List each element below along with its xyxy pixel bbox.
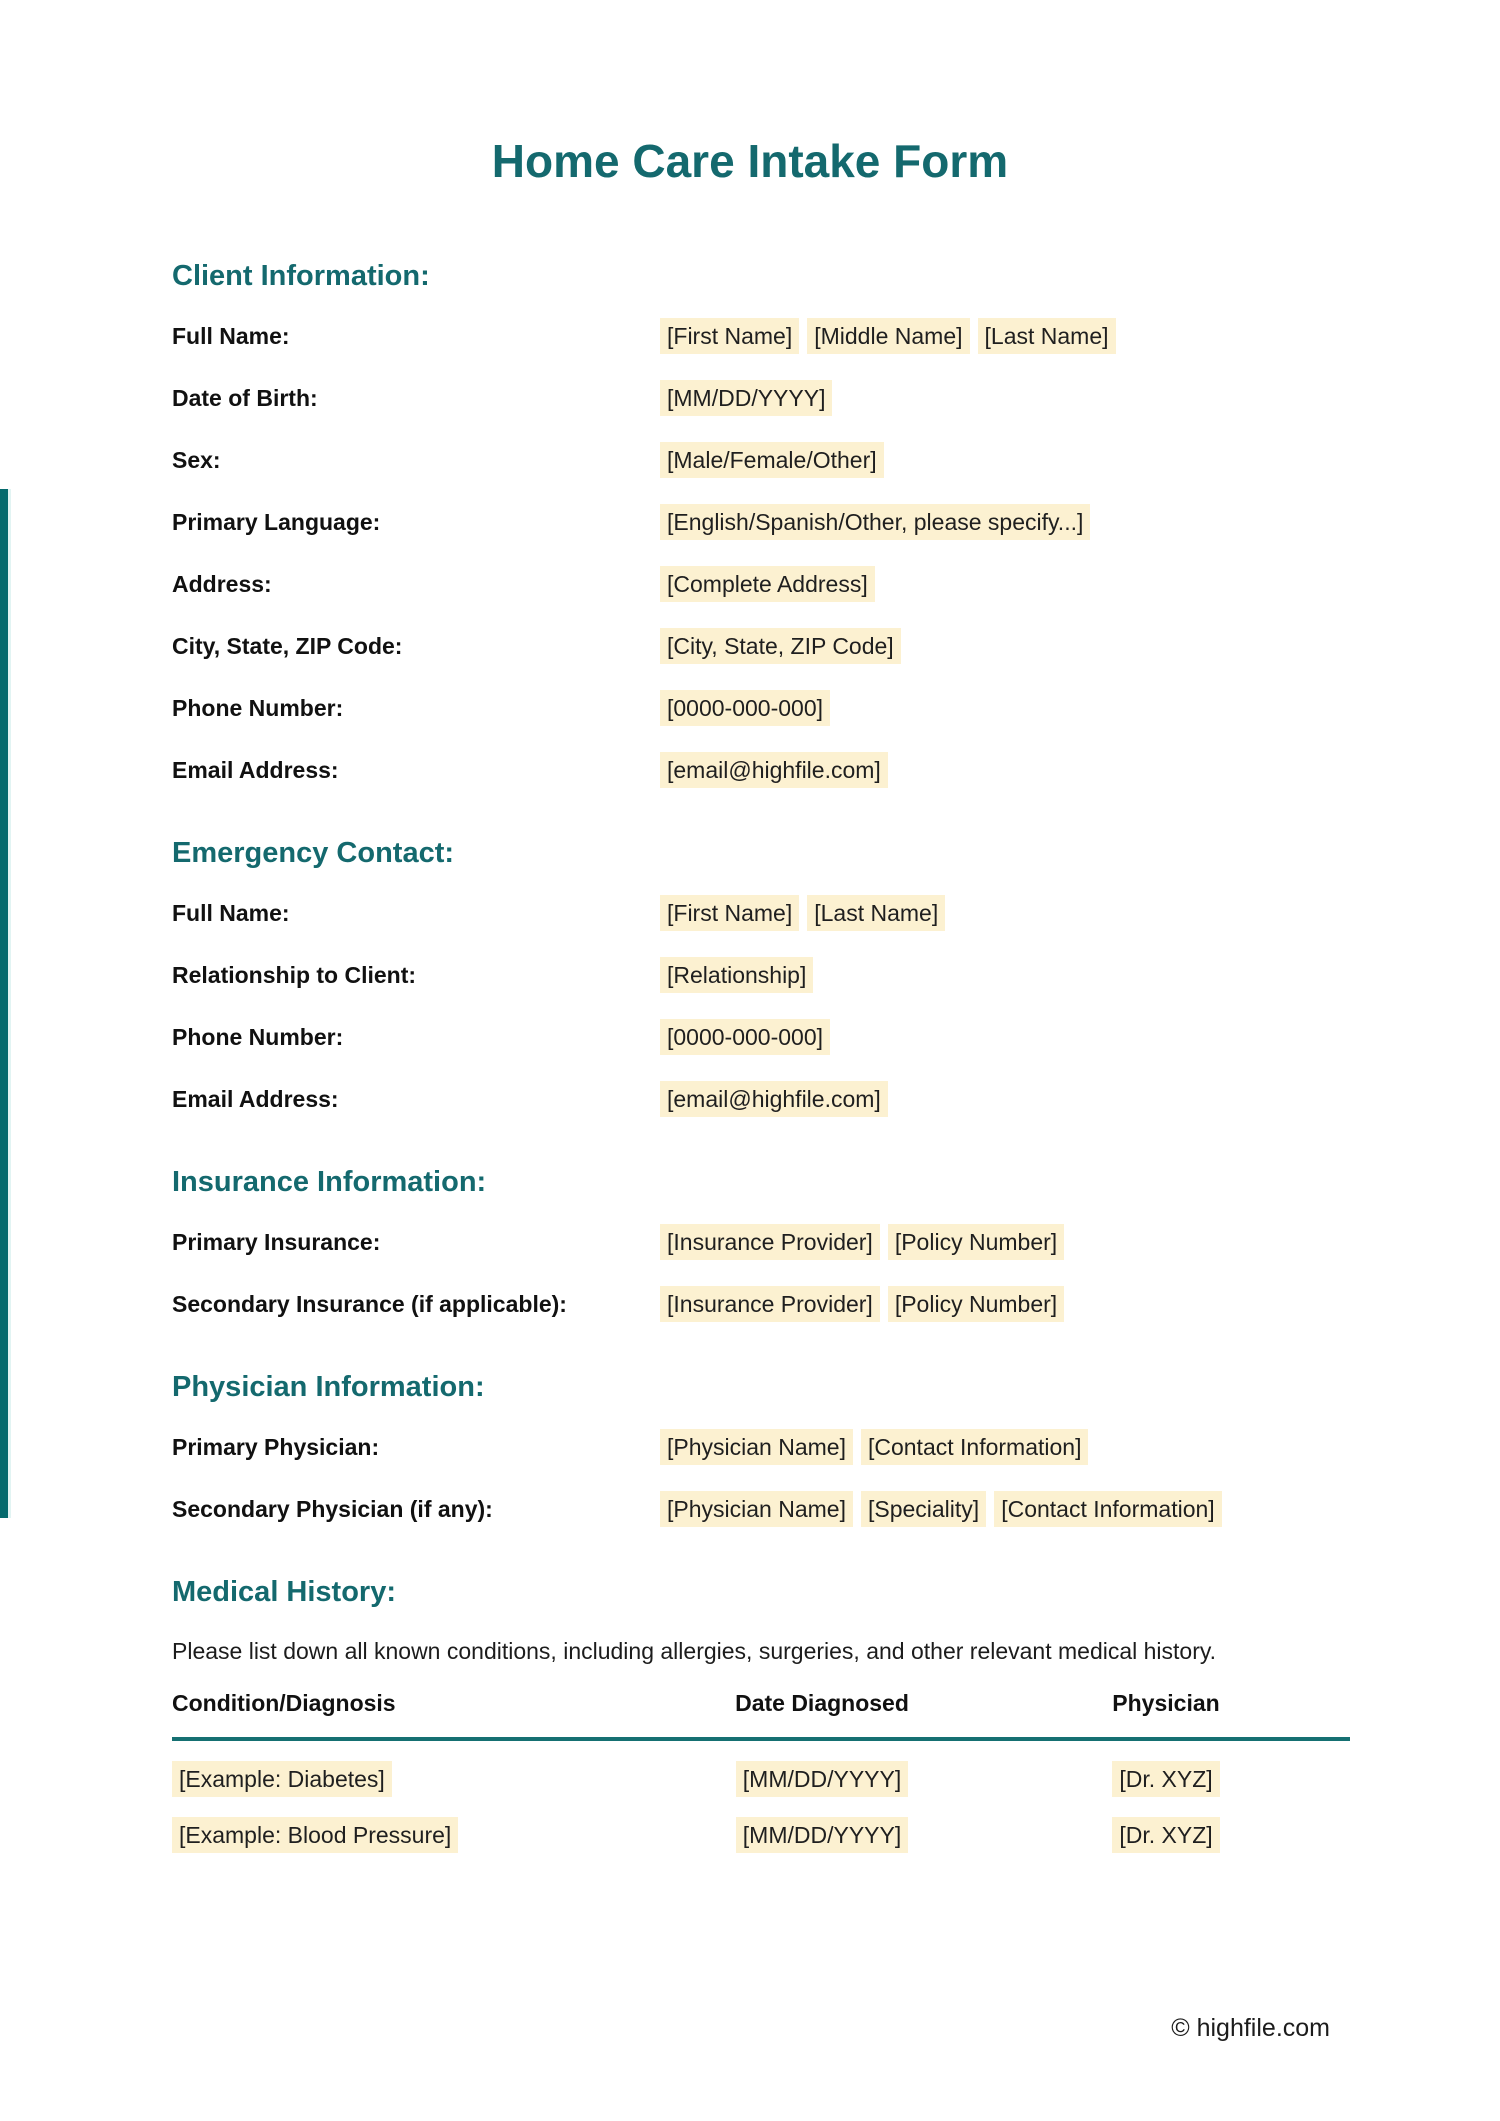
medical-history-table <box>172 1690 1350 1853</box>
field-value-placeholder[interactable]: [0000-000-000] <box>660 1019 830 1055</box>
section-heading-client-information: Client Information: <box>172 260 430 292</box>
field-row-date-of-birth <box>172 367 1350 429</box>
field-row-relationship-to-client <box>172 944 1350 1006</box>
field-values <box>660 318 1116 354</box>
field-values <box>660 566 875 602</box>
field-label: Address: <box>172 570 272 597</box>
field-values <box>660 628 901 664</box>
footer-copyright: © highfile.com <box>1171 2014 1330 2042</box>
field-label: Primary Insurance: <box>172 1228 381 1255</box>
field-value-placeholder[interactable]: [Complete Address] <box>660 566 875 602</box>
table-row <box>172 1739 1350 1797</box>
table-cell-placeholder[interactable]: [Example: Diabetes] <box>172 1761 392 1797</box>
field-values <box>660 1429 1088 1465</box>
field-values <box>660 895 945 931</box>
page-title: Home Care Intake Form <box>491 135 1009 187</box>
field-label: Phone Number: <box>172 694 344 721</box>
field-value-placeholder[interactable]: [First Name] <box>660 318 799 354</box>
field-label: Full Name: <box>172 322 290 349</box>
field-row-phone-number <box>172 677 1350 739</box>
table-cell <box>172 1797 662 1853</box>
field-row-primary-insurance <box>172 1211 1350 1273</box>
table-cell-placeholder[interactable]: [MM/DD/YYYY] <box>736 1817 908 1853</box>
field-value-placeholder[interactable]: [MM/DD/YYYY] <box>660 380 832 416</box>
table-cell <box>982 1739 1350 1797</box>
field-value-placeholder[interactable]: [Speciality] <box>861 1491 986 1527</box>
field-values <box>660 1286 1064 1322</box>
field-label: Relationship to Client: <box>172 961 417 988</box>
field-value-placeholder[interactable]: [Policy Number] <box>888 1224 1064 1260</box>
field-value-placeholder[interactable]: [Physician Name] <box>660 1491 853 1527</box>
field-value-placeholder[interactable]: [Insurance Provider] <box>660 1224 880 1260</box>
field-value-placeholder[interactable]: [Male/Female/Other] <box>660 442 884 478</box>
field-label: City, State, ZIP Code: <box>172 632 403 659</box>
field-row-address <box>172 553 1350 615</box>
table-header-physician: Physician <box>982 1690 1350 1739</box>
table-header-date-diagnosed: Date Diagnosed <box>662 1690 982 1739</box>
field-values <box>660 1081 888 1117</box>
field-row-secondary-physician-if-any <box>172 1478 1350 1540</box>
field-value-placeholder[interactable]: [Relationship] <box>660 957 813 993</box>
table-cell-placeholder[interactable]: [Example: Blood Pressure] <box>172 1817 458 1853</box>
field-values <box>660 752 888 788</box>
table-body <box>172 1739 1350 1853</box>
form-sections <box>172 259 1350 1540</box>
table-cell <box>982 1797 1350 1853</box>
field-label: Email Address: <box>172 756 339 783</box>
table-row <box>172 1797 1350 1853</box>
field-label: Secondary Insurance (if applicable): <box>172 1290 567 1317</box>
field-value-placeholder[interactable]: [City, State, ZIP Code] <box>660 628 901 664</box>
field-values <box>660 380 832 416</box>
field-values <box>660 504 1090 540</box>
medical-history-section <box>172 1575 1350 1853</box>
field-label: Primary Language: <box>172 508 381 535</box>
table-cell-placeholder[interactable]: [Dr. XYZ] <box>1112 1817 1219 1853</box>
field-row-secondary-insurance-if-applicable <box>172 1273 1350 1335</box>
field-value-placeholder[interactable]: [English/Spanish/Other, please specify...] <box>660 504 1090 540</box>
field-label: Primary Physician: <box>172 1433 380 1460</box>
left-accent-bar <box>0 489 11 1518</box>
field-row-email-address <box>172 1068 1350 1130</box>
field-row-full-name <box>172 882 1350 944</box>
table-cell <box>662 1797 982 1853</box>
section-heading-insurance-information: Insurance Information: <box>172 1166 487 1198</box>
form-content <box>172 259 1350 1853</box>
table-cell-placeholder[interactable]: [Dr. XYZ] <box>1112 1761 1219 1797</box>
field-values <box>660 690 830 726</box>
field-label: Sex: <box>172 446 221 473</box>
field-value-placeholder[interactable]: [0000-000-000] <box>660 690 830 726</box>
field-row-email-address <box>172 739 1350 801</box>
table-cell <box>172 1739 662 1797</box>
field-values <box>660 957 813 993</box>
field-values <box>660 1491 1222 1527</box>
field-values <box>660 442 884 478</box>
field-value-placeholder[interactable]: [email@highfile.com] <box>660 1081 888 1117</box>
field-row-sex <box>172 429 1350 491</box>
field-row-primary-physician <box>172 1416 1350 1478</box>
field-values <box>660 1224 1064 1260</box>
field-label: Email Address: <box>172 1085 339 1112</box>
field-value-placeholder[interactable]: [email@highfile.com] <box>660 752 888 788</box>
table-cell-placeholder[interactable]: [MM/DD/YYYY] <box>736 1761 908 1797</box>
field-row-city-state-zip-code <box>172 615 1350 677</box>
medical-history-description: Please list down all known conditions, including allergies, surgeries, and other relevant medical history. <box>172 1638 1217 1664</box>
field-label: Secondary Physician (if any): <box>172 1495 493 1522</box>
field-row-phone-number <box>172 1006 1350 1068</box>
field-row-primary-language <box>172 491 1350 553</box>
table-cell <box>662 1739 982 1797</box>
section-heading-medical-history: Medical History: <box>172 1576 396 1608</box>
field-value-placeholder[interactable]: [Last Name] <box>807 895 945 931</box>
field-value-placeholder[interactable]: [Policy Number] <box>888 1286 1064 1322</box>
field-value-placeholder[interactable]: [Insurance Provider] <box>660 1286 880 1322</box>
section-heading-physician-information: Physician Information: <box>172 1371 485 1403</box>
field-value-placeholder[interactable]: [Contact Information] <box>994 1491 1222 1527</box>
field-value-placeholder[interactable]: [Contact Information] <box>861 1429 1089 1465</box>
table-header-row <box>172 1690 1350 1739</box>
table-header-condition-diagnosis: Condition/Diagnosis <box>172 1690 662 1739</box>
field-label: Full Name: <box>172 899 290 926</box>
field-label: Date of Birth: <box>172 384 318 411</box>
field-values <box>660 1019 830 1055</box>
field-value-placeholder[interactable]: [First Name] <box>660 895 799 931</box>
field-value-placeholder[interactable]: [Physician Name] <box>660 1429 853 1465</box>
section-heading-emergency-contact: Emergency Contact: <box>172 837 455 869</box>
field-label: Phone Number: <box>172 1023 344 1050</box>
field-row-full-name <box>172 305 1350 367</box>
field-value-placeholder[interactable]: [Middle Name] <box>807 318 969 354</box>
field-value-placeholder[interactable]: [Last Name] <box>978 318 1116 354</box>
